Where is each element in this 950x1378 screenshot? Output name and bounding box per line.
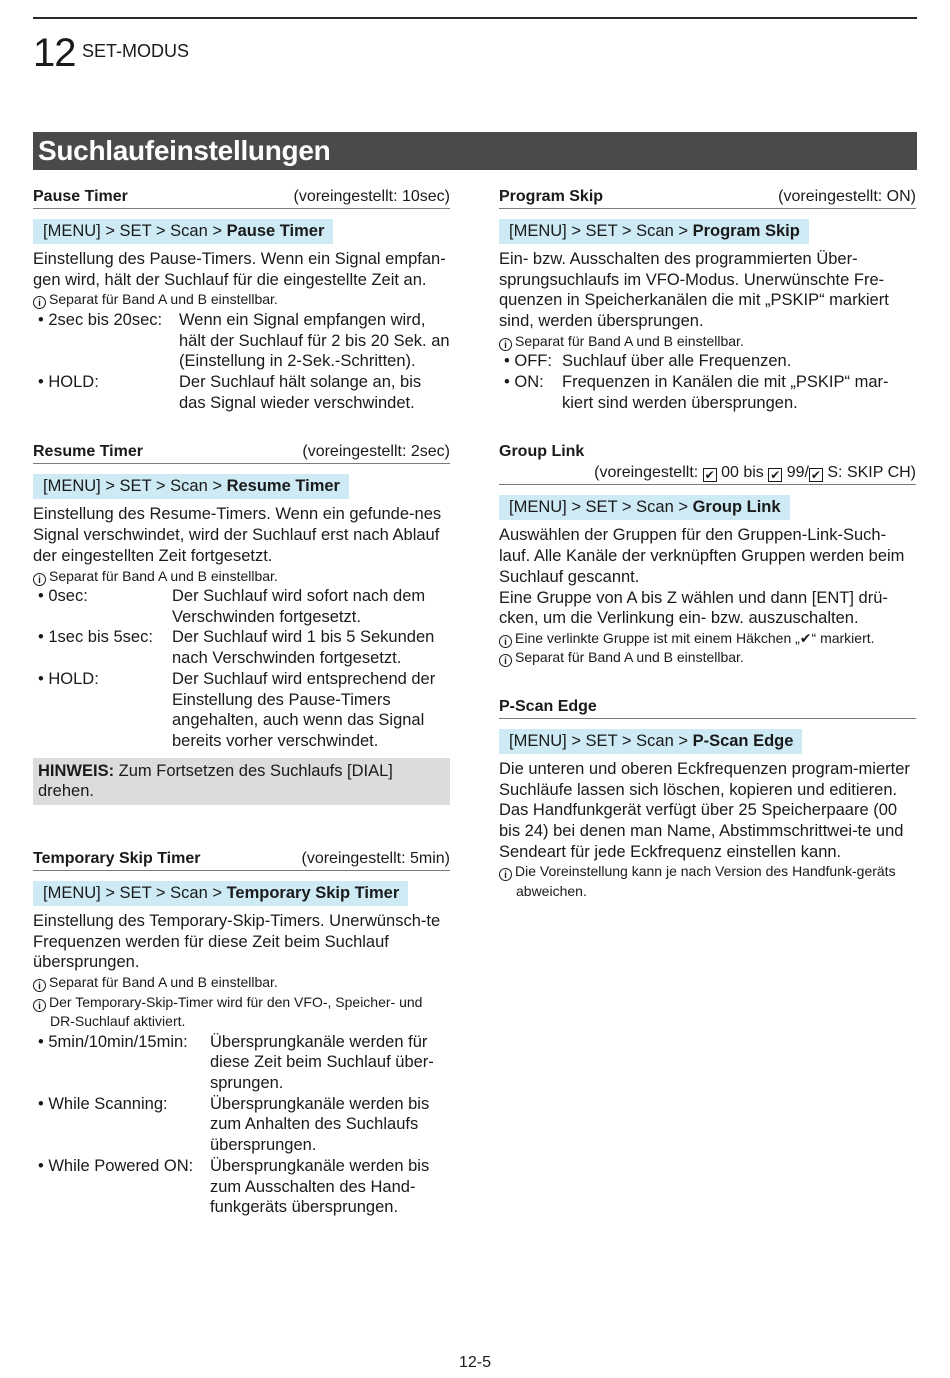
group-link-instruction: Eine Gruppe von A bis Z wählen und dann [ENT] drü-cken, um die Verlinkung ein- bzw. auszuschalten.: [499, 588, 888, 628]
chapter-number: 12: [33, 31, 76, 75]
right-column: [499, 187, 916, 901]
option-value: Der Suchlauf wird entsprechend der Einstellung des Pause-Timers angehalten, auch wenn das Signal bereits vorher verschwindet.: [172, 669, 436, 750]
note-text: Separat für Band A und B einstellbar.: [49, 291, 278, 308]
header-rule: [33, 17, 917, 19]
p-scan-edge-detail: Das Handfunkgerät verfügt über 25 Speicherpaare (00 bis 24) bei denen man Name, Abstimmschrittwei-te und Sendeart für jede Eckfrequenz einstellen kann.: [499, 801, 904, 861]
resume-timer-menu-path: [33, 474, 349, 499]
note-text: Der Temporary-Skip-Timer wird für den VFO-, Speicher- und DR-Suchlauf aktiviert.: [49, 993, 423, 1030]
resume-timer-title: Resume Timer: [33, 443, 143, 461]
p-scan-edge-menu-path: [499, 729, 802, 754]
group-link-description: Auswählen der Gruppen für den Gruppen-Link-Such-lauf. Alle Kanäle der verknüpften Gruppen werden beim Suchlauf gescannt.: [499, 526, 905, 586]
option-item: [33, 1032, 450, 1094]
temporary-skip-timer-title: Temporary Skip Timer: [33, 850, 201, 868]
option-item: [33, 372, 450, 413]
menu-path-prefix: [MENU] > SET > Scan >: [509, 731, 693, 750]
note-text: Separat für Band A und B einstellbar.: [49, 974, 278, 991]
p-scan-edge-heading: [499, 697, 916, 719]
program-skip-note: [499, 332, 916, 352]
option-key: • OFF:: [504, 352, 552, 371]
pause-timer-menu-path: [33, 219, 333, 244]
temporary-skip-timer-description: Einstellung des Temporary-Skip-Timers. Unerwünsch-te Frequenzen werden für diese Zeit beim Suchlauf übersprungen.: [33, 912, 441, 972]
resume-timer-heading: [33, 442, 450, 464]
menu-path-item: Pause Timer: [226, 222, 325, 240]
menu-path-item: Group Link: [692, 498, 781, 517]
note-text: Eine verlinkte Gruppe ist mit einem Häkchen „✔“ markiert.: [515, 629, 875, 646]
option-item: [33, 586, 450, 627]
hint-label: HINWEIS:: [38, 761, 115, 780]
p-scan-edge-note: [499, 862, 916, 901]
resume-timer-description: Einstellung des Resume-Timers. Wenn ein gefunde-nes Signal verschwindet, wird der Suchlauf erst nach Ablauf der eingestellten Zeit fortgesetzt.: [33, 505, 442, 565]
hint-text: Zum Fortsetzen des Suchlaufs [DIAL] drehen.: [38, 761, 393, 801]
temporary-skip-timer-heading: [33, 849, 450, 871]
info-icon: i: [499, 635, 512, 648]
option-item: [499, 351, 916, 372]
option-value: Der Suchlauf wird 1 bis 5 Sekunden nach Verschwinden fortgesetzt.: [172, 628, 435, 668]
chapter-title: SET-MODUS: [82, 41, 190, 61]
resume-timer-default: (voreingestellt: 2sec): [302, 443, 450, 461]
option-value: Suchlauf über alle Frequenzen.: [562, 352, 792, 371]
option-key: • ON:: [504, 373, 544, 392]
menu-path-prefix: [MENU] > SET > Scan >: [509, 222, 693, 240]
p-scan-edge-title: P-Scan Edge: [499, 697, 597, 715]
checkbox-checked-icon: ✔: [770, 468, 781, 483]
note-text: Separat für Band A und B einstellbar.: [515, 649, 744, 666]
section-banner: [33, 132, 917, 170]
info-icon: i: [33, 979, 46, 992]
note-text: Separat für Band A und B einstellbar.: [49, 567, 278, 584]
option-item: [33, 1156, 450, 1218]
option-value: Wenn ein Signal empfangen wird, hält der Suchlauf für 2 bis 20 Sek. an (Einstellung in 2-Sek.-Schritten).: [179, 310, 450, 371]
program-skip-heading: [499, 187, 916, 209]
menu-path-item: Program Skip: [692, 222, 800, 240]
temporary-skip-timer-section: [33, 849, 450, 1218]
pause-timer-default: (voreingestellt: 10sec): [293, 188, 450, 205]
option-item: [33, 627, 450, 668]
option-item: [499, 372, 916, 413]
option-value: Übersprungkanäle werden für diese Zeit beim Suchlauf über-sprungen.: [210, 1032, 434, 1093]
menu-path-item: Temporary Skip Timer: [226, 884, 400, 903]
pause-timer-note: [33, 290, 450, 310]
resume-timer-note: [33, 567, 450, 587]
program-skip-menu-path: [499, 219, 809, 244]
menu-path-prefix: [MENU] > SET > Scan >: [43, 477, 227, 496]
temporary-skip-timer-note: [33, 993, 450, 1032]
checkbox-checked-icon: ✔: [810, 468, 821, 483]
option-item: [33, 1094, 450, 1156]
menu-path-item: Resume Timer: [226, 477, 340, 496]
group-link-default: [499, 462, 916, 483]
menu-path-prefix: [MENU] > SET > Scan >: [509, 498, 693, 517]
menu-path-prefix: [MENU] > SET > Scan >: [43, 884, 227, 903]
banner-title: Suchlaufeinstellungen: [38, 135, 331, 166]
pause-timer-description: Einstellung des Pause-Timers. Wenn ein Signal empfan-gen wird, hält der Suchlauf für die eingestellte Zeit an.: [33, 250, 446, 289]
option-value: Der Suchlauf hält solange an, bis das Signal wieder verschwindet.: [179, 373, 422, 412]
default-text: (voreingestellt:: [594, 464, 703, 482]
note-text: Separat für Band A und B einstellbar.: [515, 332, 744, 349]
group-link-note: [499, 648, 916, 668]
option-key: • HOLD:: [38, 669, 99, 688]
option-value: Übersprungkanäle werden bis zum Anhalten des Suchlaufs übersprungen.: [210, 1094, 430, 1155]
option-key: • HOLD:: [38, 373, 99, 392]
group-link-note: [499, 629, 916, 649]
group-link-menu-path: [499, 495, 790, 520]
option-key: • 0sec:: [38, 587, 88, 606]
info-icon: i: [499, 868, 512, 881]
option-key: • 1sec bis 5sec:: [38, 628, 153, 647]
temporary-skip-timer-default: (voreingestellt: 5min): [301, 850, 450, 868]
option-value: Frequenzen in Kanälen die mit „PSKIP“ mar-kiert sind werden übersprungen.: [562, 373, 889, 412]
pause-timer-title: Pause Timer: [33, 188, 128, 205]
program-skip-description: Ein- bzw. Ausschalten des programmierten Über-sprungsuchlaufs im VFO-Modus. Unerwünschte Fre-quenzen in Speicherkanälen die mit „PSKIP“ markiert sind, werden übersprungen.: [499, 250, 889, 331]
option-value: Übersprungkanäle werden bis zum Ausschalten des Hand-funkgeräts übersprungen.: [210, 1156, 430, 1217]
pause-timer-section: [33, 187, 450, 413]
info-icon: i: [33, 296, 46, 309]
program-skip-title: Program Skip: [499, 188, 604, 205]
program-skip-default: (voreingestellt: ON): [778, 188, 916, 205]
option-item: [33, 669, 450, 752]
info-icon: i: [499, 338, 512, 351]
hint-box: [33, 758, 450, 805]
group-link-title: Group Link: [499, 443, 585, 461]
default-text: 00 bis: [716, 464, 769, 482]
page-number: 12-5: [458, 1354, 492, 1371]
info-icon: i: [499, 654, 512, 667]
group-link-heading: [499, 441, 916, 485]
note-text: Die Voreinstellung kann je nach Version des Handfunk-geräts abweichen.: [515, 863, 896, 899]
info-icon: i: [33, 999, 46, 1012]
p-scan-edge-section: [499, 697, 916, 902]
option-value: Der Suchlauf wird sofort nach dem Verschwinden fortgesetzt.: [172, 587, 426, 626]
checkbox-checked-icon: ✔: [704, 468, 715, 483]
group-link-section: [499, 441, 916, 668]
option-key: • 5min/10min/15min:: [38, 1032, 188, 1051]
temporary-skip-timer-note: [33, 973, 450, 993]
program-skip-section: [499, 187, 916, 413]
pause-timer-heading: [33, 187, 450, 209]
temporary-skip-timer-menu-path: [33, 881, 408, 906]
info-icon: i: [33, 573, 46, 586]
p-scan-edge-description: Die unteren und oberen Eckfrequenzen program-mierter Suchläufe lassen sich löschen, kopieren und editieren.: [499, 759, 910, 799]
option-key: • While Scanning:: [38, 1094, 168, 1113]
menu-path-item: P-Scan Edge: [692, 731, 794, 750]
default-text: 99/: [782, 464, 809, 482]
default-text: S: SKIP CH): [822, 464, 916, 482]
left-column: [33, 187, 450, 1218]
resume-timer-section: [33, 442, 450, 805]
option-key: • While Powered ON:: [38, 1156, 194, 1175]
option-key: • 2sec bis 20sec:: [38, 310, 163, 329]
option-item: [33, 310, 450, 372]
menu-path-prefix: [MENU] > SET > Scan >: [43, 222, 227, 240]
